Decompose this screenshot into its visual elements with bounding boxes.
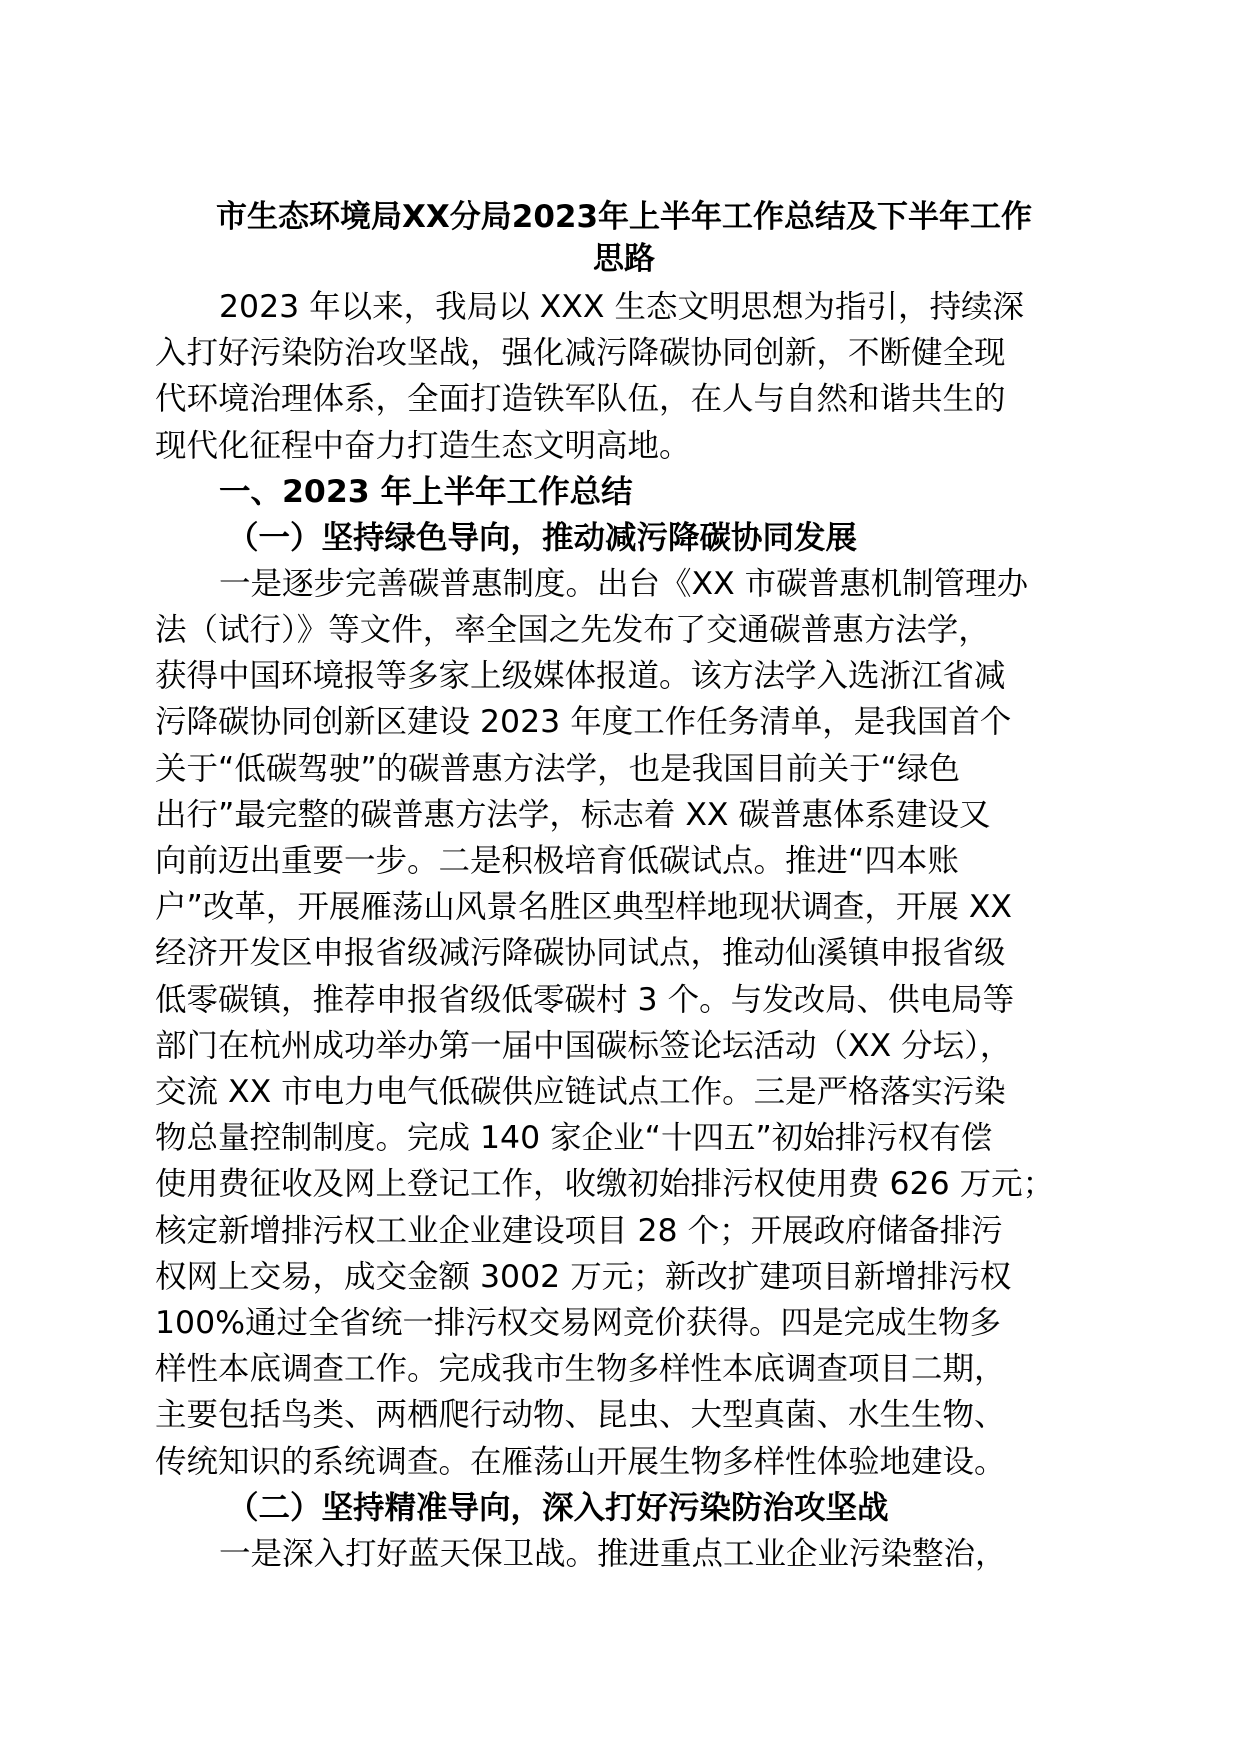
text-line: 核定新增排污权工业企业建设项目 28 个；开展政府储备排污: [155, 1212, 1003, 1249]
text-line: 经济开发区申报省级减污降碳协同试点，推动仙溪镇申报省级: [155, 935, 1006, 972]
text-line: 法（试行）》等文件，率全国之先发布了交通碳普惠方法学，: [155, 612, 990, 649]
text-line: 2023 年以来，我局以 XXX 生态文明思想为指引，持续深: [219, 289, 1024, 325]
section-heading-1: 一、2023 年上半年工作总结: [219, 473, 633, 510]
text-line: 传统知识的系统调查。在雁荡山开展生物多样性体验地建设。: [155, 1443, 1006, 1480]
document-title: [155, 196, 1085, 280]
title-line-2: 思路: [593, 241, 655, 277]
text-line: 现代化征程中奋力打造生态文明高地。: [155, 427, 691, 464]
text-line: 物总量控制制度。完成 140 家企业“十四五”初始排污权有偿: [155, 1120, 993, 1157]
document-page: [155, 196, 1085, 1577]
text-line: 户”改革，开展雁荡山风景名胜区典型样地现状调查，开展 XX: [155, 889, 1012, 926]
text-line: 样性本底调查工作。完成我市生物多样性本底调查项目二期，: [155, 1351, 1006, 1388]
intro-paragraph: [155, 284, 1085, 469]
title-line-1: 市生态环境局XX分局2023年上半年工作总结及下半年工作: [215, 199, 1033, 235]
text-line: 出行”最完整的碳普惠方法学，标志着 XX 碳普惠体系建设又: [155, 796, 991, 833]
subsection-1-body: [155, 561, 1085, 1485]
text-line: 一是深入打好蓝天保卫战。推进重点工业企业污染整治，: [219, 1535, 1007, 1572]
text-line: 污降碳协同创新区建设 2023 年度工作任务清单，是我国首个: [155, 704, 1012, 741]
text-line: 100%通过全省统一排污权交易网竞价获得。四是完成生物多: [155, 1305, 1002, 1342]
text-line: 关于“低碳驾驶”的碳普惠方法学，也是我国目前关于“绿色: [155, 750, 960, 787]
text-line: 权网上交易，成交金额 3002 万元；新改扩建项目新增排污权: [155, 1258, 1012, 1295]
text-line: 入打好污染防治攻坚战，强化减污降碳协同创新，不断健全现: [155, 335, 1006, 372]
text-line: 向前迈出重要一步。二是积极培育低碳试点。推进“四本账: [155, 843, 959, 880]
subsection-heading-1: （一）坚持绿色导向，推动减污降碳协同发展: [227, 519, 858, 556]
subsection-2-body: [155, 1531, 1085, 1577]
text-line: 代环境治理体系，全面打造铁军队伍，在人与自然和谐共生的: [155, 381, 1006, 418]
text-line: 使用费征收及网上登记工作，收缴初始排污权使用费 626 万元；: [155, 1166, 1055, 1203]
subsection-heading-2: （二）坚持精准导向，深入打好污染防治攻坚战: [227, 1489, 889, 1526]
text-line: 交流 XX 市电力电气低碳供应链试点工作。三是严格落实污染: [155, 1074, 1006, 1111]
text-line: 一是逐步完善碳普惠制度。出台《XX 市碳普惠机制管理办: [219, 565, 1029, 602]
text-line: 低零碳镇，推荐申报省级低零碳村 3 个。与发改局、供电局等: [155, 981, 1015, 1018]
text-line: 获得中国环境报等多家上级媒体报道。该方法学入选浙江省减: [155, 658, 1006, 695]
text-line: 部门在杭州成功举办第一届中国碳标签论坛活动（XX 分坛），: [155, 1027, 1012, 1064]
text-line: 主要包括鸟类、两栖爬行动物、昆虫、大型真菌、水生生物、: [155, 1397, 1006, 1434]
